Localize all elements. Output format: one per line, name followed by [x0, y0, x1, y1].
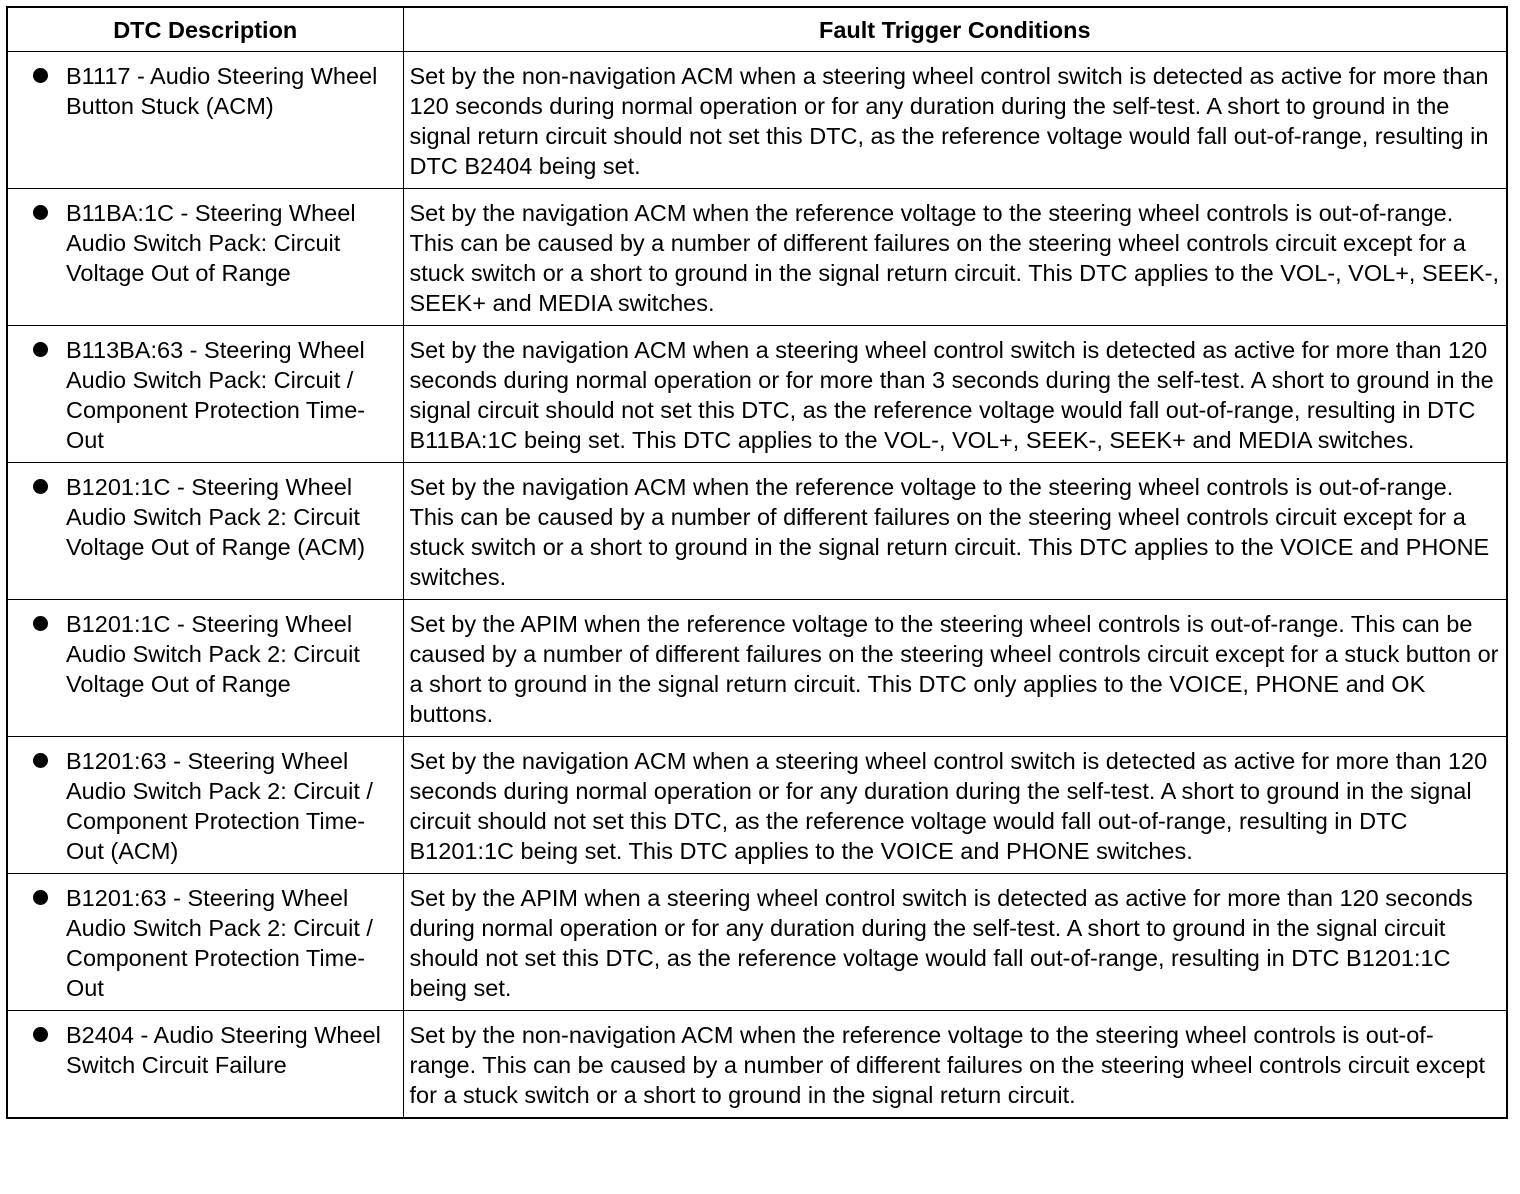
- dtc-description-text: B1201:1C - Steering Wheel Audio Switch Pack 2: Circuit Voltage Out of Range (ACM): [66, 474, 366, 560]
- table-body: [7, 52, 1507, 1119]
- table-row: [7, 1011, 1507, 1119]
- dtc-description-cell: [7, 52, 403, 189]
- dtc-description-cell: [7, 737, 403, 874]
- bullet-icon: [33, 753, 48, 768]
- fault-conditions-text: Set by the non-navigation ACM when the reference voltage to the steering wheel controls is out-of-range. This can be caused by a number of different failures on the steering wheel controls circuit except for a stuck switch or a short to ground in the signal return circuit.: [409, 1022, 1486, 1108]
- bullet-icon: [33, 205, 48, 220]
- fault-conditions-text: Set by the non-navigation ACM when a steering wheel control switch is detected as active for more than 120 seconds during normal operation or for any duration during the self-test. A short to ground in the signal return circuit should not set this DTC, as the reference voltage would fall out-of-range, resulting in DTC B2404 being set.: [409, 63, 1489, 179]
- dtc-description-text: B1201:63 - Steering Wheel Audio Switch Pack 2: Circuit / Component Protection Time-Out (ACM): [66, 748, 373, 864]
- fault-conditions-cell: [403, 189, 1507, 326]
- fault-conditions-cell: [403, 600, 1507, 737]
- bullet-icon: [33, 342, 48, 357]
- table-header: [7, 7, 1507, 52]
- dtc-description-text: B11BA:1C - Steering Wheel Audio Switch Pack: Circuit Voltage Out of Range: [66, 200, 356, 286]
- fault-conditions-cell: [403, 463, 1507, 600]
- fault-conditions-cell: [403, 737, 1507, 874]
- fault-conditions-text: Set by the APIM when the reference voltage to the steering wheel controls is out-of-range. This can be caused by a number of different failures on the steering wheel controls circuit except for a stuck button or a short to ground in the signal return circuit. This DTC only applies to the VOICE, PHONE and OK buttons.: [409, 611, 1499, 727]
- dtc-description-cell: [7, 189, 403, 326]
- dtc-description-text: B1201:63 - Steering Wheel Audio Switch Pack 2: Circuit / Component Protection Time-Out: [66, 885, 373, 1001]
- fault-conditions-text: Set by the navigation ACM when a steering wheel control switch is detected as active for more than 120 seconds during normal operation or for more than 3 seconds during the self-test. A short to ground in the signal circuit should not set this DTC, as the reference voltage would fall out-of-range, resulting in DTC B11BA:1C being set. This DTC applies to the VOL-, VOL+, SEEK-, SEEK+ and MEDIA switches.: [409, 337, 1494, 453]
- bullet-icon: [33, 1027, 48, 1042]
- header-fault-trigger-conditions: Fault Trigger Conditions: [403, 7, 1507, 52]
- table-row: [7, 189, 1507, 326]
- dtc-description-cell: [7, 1011, 403, 1119]
- dtc-description-cell: [7, 600, 403, 737]
- dtc-description-text: B1117 - Audio Steering Wheel Button Stuck (ACM): [66, 63, 378, 119]
- fault-conditions-text: Set by the APIM when a steering wheel control switch is detected as active for more than 120 seconds during normal operation or for any duration during the self-test. A short to ground in the signal circuit should not set this DTC, as the reference voltage would fall out-of-range, resulting in DTC B1201:1C being set.: [409, 885, 1473, 1001]
- bullet-icon: [33, 68, 48, 83]
- header-row: [7, 7, 1507, 52]
- table-row: [7, 737, 1507, 874]
- dtc-description-text: B1201:1C - Steering Wheel Audio Switch Pack 2: Circuit Voltage Out of Range: [66, 611, 360, 697]
- dtc-table: [6, 6, 1508, 1119]
- header-dtc-description: DTC Description: [7, 7, 403, 52]
- fault-conditions-cell: [403, 326, 1507, 463]
- table-row: [7, 463, 1507, 600]
- fault-conditions-cell: [403, 52, 1507, 189]
- dtc-description-text: B113BA:63 - Steering Wheel Audio Switch Pack: Circuit / Component Protection Time-Out: [66, 337, 366, 453]
- bullet-icon: [33, 479, 48, 494]
- fault-conditions-cell: [403, 874, 1507, 1011]
- bullet-icon: [33, 890, 48, 905]
- dtc-description-cell: [7, 326, 403, 463]
- fault-conditions-text: Set by the navigation ACM when the reference voltage to the steering wheel controls is out-of-range. This can be caused by a number of different failures on the steering wheel controls circuit except for a stuck switch or a short to ground in the signal return circuit. This DTC applies to the VOICE and PHONE switches.: [409, 474, 1490, 590]
- table-row: [7, 600, 1507, 737]
- table-row: [7, 52, 1507, 189]
- bullet-icon: [33, 616, 48, 631]
- table-row: [7, 326, 1507, 463]
- fault-conditions-text: Set by the navigation ACM when the reference voltage to the steering wheel controls is out-of-range. This can be caused by a number of different failures on the steering wheel controls circuit except for a stuck switch or a short to ground in the signal return circuit. This DTC applies to the VOL-, VOL+, SEEK-, SEEK+ and MEDIA switches.: [409, 200, 1500, 316]
- fault-conditions-cell: [403, 1011, 1507, 1119]
- fault-conditions-text: Set by the navigation ACM when a steering wheel control switch is detected as active for more than 120 seconds during normal operation or for any duration during the self-test. A short to ground in the signal circuit should not set this DTC, as the reference voltage would fall out-of-range, resulting in DTC B1201:1C being set. This DTC applies to the VOICE and PHONE switches.: [409, 748, 1488, 864]
- dtc-description-cell: [7, 463, 403, 600]
- dtc-description-cell: [7, 874, 403, 1011]
- table-row: [7, 874, 1507, 1011]
- dtc-description-text: B2404 - Audio Steering Wheel Switch Circuit Failure: [66, 1022, 381, 1078]
